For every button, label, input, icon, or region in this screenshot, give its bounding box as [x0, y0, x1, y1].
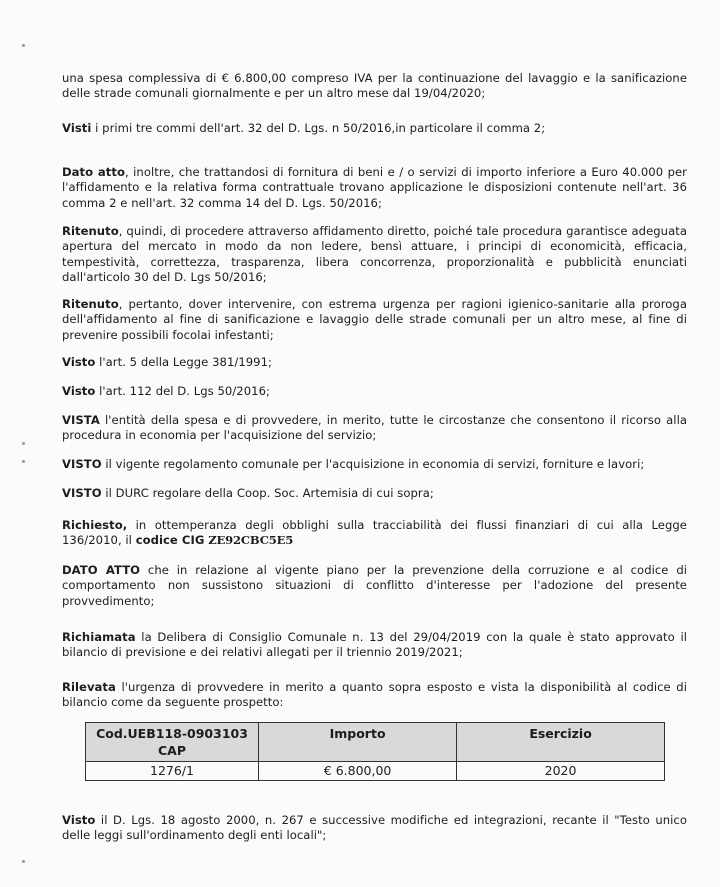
scan-mark — [22, 860, 25, 863]
scan-mark — [22, 442, 25, 445]
table-row — [86, 762, 665, 781]
codice-cig: ZE92CBC5E5 — [204, 533, 294, 548]
cell-esercizio: 2020 — [457, 762, 665, 781]
table-header-row — [86, 723, 665, 762]
paragraph-visto-art112: Visto l'art. 112 del D. Lgs 50/2016; — [62, 384, 270, 398]
scan-mark — [22, 44, 25, 47]
paragraph-ritenuto-quindi: Ritenuto, quindi, di procedere attraverso affidamento diretto, poiché tale procedura garantisce adeguata apertura del mercato in modo da non ledere, bensì attuare, i principi di economicità, efficacia, tempestività, correttezza, trasparenza, libera concorrenza, proporzionalità e pubblicità enunciati dall'articolo 30 del D. Lgs 50/2016; — [62, 224, 687, 285]
paragraph-dato-atto: Dato atto, inoltre, che trattandosi di fornitura di beni e / o servizi di importo inferiore a Euro 40.000 per l'affidamento e la relativa forma contrattuale trovano applicazione le disposizioni contenute nell'art. 36 comma 2 e nell'art. 32 comma 14 del D. Lgs. 50/2016; — [62, 165, 687, 210]
paragraph-ritenuto-pertanto: Ritenuto, pertanto, dover intervenire, con estrema urgenza per ragioni igienico-sanitarie alla proroga dell'affidamento al fine di sanificazione e lavaggio delle strade comunali per un altro mese, al fine di prevenire possibili focolai infestanti; — [62, 297, 687, 342]
cell-importo: € 6.800,00 — [259, 762, 457, 781]
budget-table — [85, 722, 665, 781]
paragraph-visti: Visti i primi tre commi dell'art. 32 del D. Lgs. n 50/2016,in particolare il comma 2; — [62, 121, 546, 135]
column-header-importo: Importo — [259, 723, 457, 762]
column-header-cod: Cod.UEB118-0903103 CAP — [86, 723, 259, 762]
cell-cap: 1276/1 — [86, 762, 259, 781]
paragraph-richiamata: Richiamata la Delibera di Consiglio Comunale n. 13 del 29/04/2019 con la quale è stato approvato il bilancio di previsione e dei relativi allegati per il triennio 2019/2021; — [62, 630, 687, 660]
paragraph-rilevata: Rilevata l'urgenza di provvedere in merito a quanto sopra esposto e vista la disponibilità al codice di bilancio come da seguente prospetto: — [62, 680, 687, 710]
paragraph-visto-legge: Visto l'art. 5 della Legge 381/1991; — [62, 355, 272, 369]
paragraph-visto-durc: VISTO il DURC regolare della Coop. Soc. Artemisia di cui sopra; — [62, 486, 434, 500]
paragraph-richiesto: Richiesto, in ottemperanza degli obblighi sulla tracciabilità dei flussi finanziari di cui alla Legge 136/2010, il codice CIG ZE92CBC5E5 — [62, 518, 687, 548]
paragraph-vista-entita: VISTA l'entità della spesa e di provvedere, in merito, tutte le circostanze che consentono il ricorso alla procedura in economia per l'acquisizione del servizio; — [62, 413, 687, 443]
paragraph-visto-regolamento: VISTO il vigente regolamento comunale per l'acquisizione in economia di servizi, forniture e lavori; — [62, 457, 645, 471]
paragraph-dato-atto-corruzione: DATO ATTO che in relazione al vigente piano per la prevenzione della corruzione e al codice di comportamento non sussistono situazioni di conflitto d'interesse per l'adozione del presente provvedimento; — [62, 563, 688, 608]
paragraph-spesa: una spesa complessiva di € 6.800,00 compreso IVA per la continuazione del lavaggio e la sanificazione delle strade comunali giornalmente e per un altro mese dal 19/04/2020; — [62, 71, 687, 101]
column-header-esercizio: Esercizio — [457, 723, 665, 762]
scan-mark — [22, 460, 25, 463]
paragraph-visto-dlgs267: Visto il D. Lgs. 18 agosto 2000, n. 267 e successive modifiche ed integrazioni, recante il "Testo unico delle leggi sull'ordinamento degli enti locali"; — [62, 813, 687, 843]
